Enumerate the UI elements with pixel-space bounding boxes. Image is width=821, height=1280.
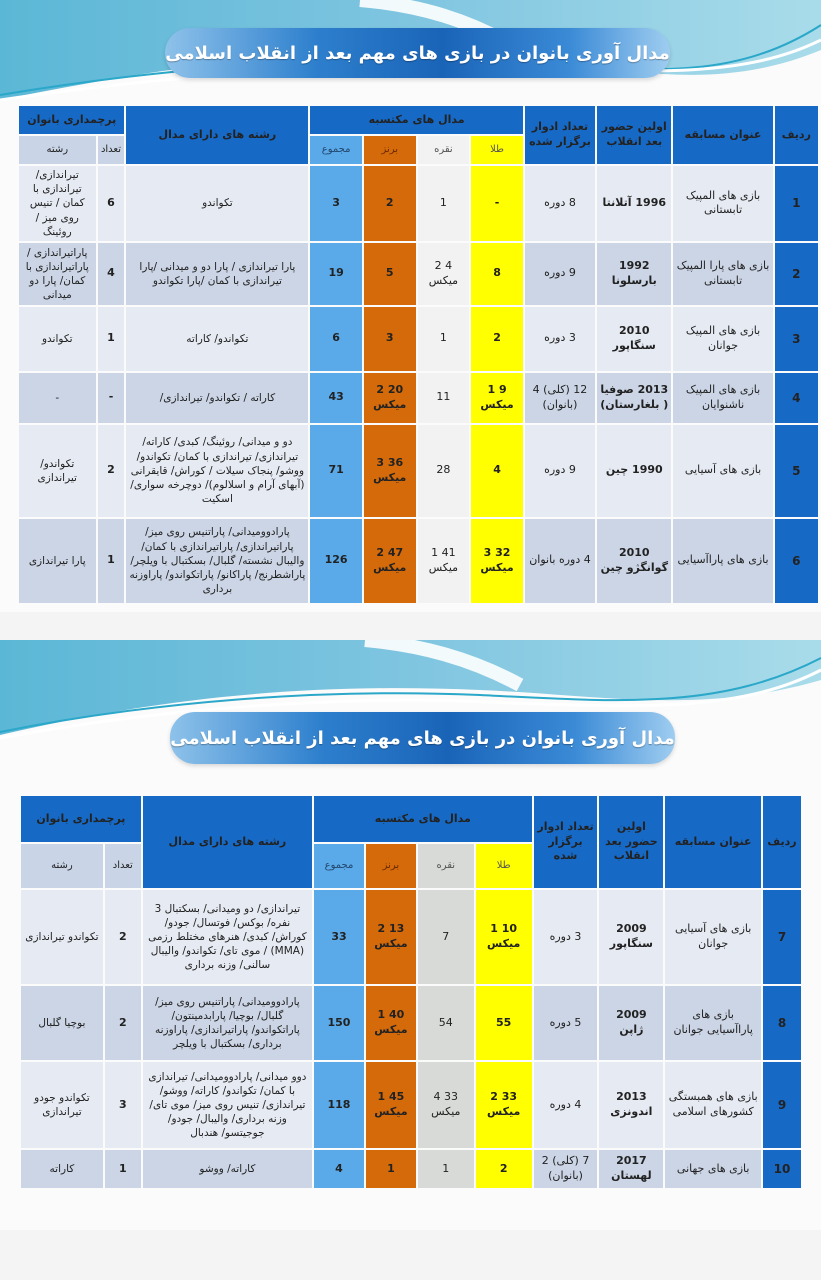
first-presence-cell: 1990 چین xyxy=(597,425,671,517)
flag-sport-cell: تکواندو xyxy=(19,307,96,371)
row-number: 1 xyxy=(775,166,818,241)
medal-fields-cell: تکواندو/ کاراته xyxy=(126,307,308,371)
bronze-cell: 47 2 میکس xyxy=(364,519,416,603)
header-competition: عنوان مسابقه xyxy=(673,106,772,164)
competition-cell: بازی های المپیک جوانان xyxy=(673,307,772,371)
table-row xyxy=(21,986,801,1060)
editions-cell: 4 دوره xyxy=(534,1062,598,1148)
silver-cell: 11 xyxy=(418,373,470,423)
gold-cell: 2 xyxy=(476,1150,532,1188)
gold-cell: 8 xyxy=(471,243,523,305)
medal-fields-cell: دو و میدانی/ روئینگ/ کبدی/ کاراته/ تیراندازی/ تیراندازی با کمان/ تکواندو/ ووشو/ پنجاک سیلات / کوراش/ قایقرانی (آبهای آرام و اسلالوم)/ دوچرخه سواری/ اسکیت xyxy=(126,425,308,517)
silver-cell: 1 xyxy=(418,1150,474,1188)
editions-cell: 9 دوره xyxy=(525,425,595,517)
row-number: 8 xyxy=(763,986,801,1060)
header-silver: نقره xyxy=(418,844,474,888)
header-silver: نقره xyxy=(418,136,470,164)
header-flag-bearer: پرچمداری بانوان xyxy=(19,106,124,134)
medals-table-2 xyxy=(19,794,803,1190)
total-cell: 6 xyxy=(310,307,362,371)
row-number: 2 xyxy=(775,243,818,305)
medal-fields-cell: پارادوومیدانی/ پاراتنیس روی میز/ پاراتیراندازی/ پاراتیراندازی با کمان/ والیبال نشسته/ گلبال/ بسکتبال با ویلچر/ پاراشطرنج/ پاراکانو/ پاراتکواندو/ پاراوزنه برداری xyxy=(126,519,308,603)
editions-cell: 7 (کلی) 2 (بانوان) xyxy=(534,1150,598,1188)
header-flag-sport: رشته xyxy=(21,844,103,888)
row-number: 3 xyxy=(775,307,818,371)
gold-cell: 9 1 میکس xyxy=(471,373,523,423)
flag-count-cell: 3 xyxy=(105,1062,141,1148)
header-medal-fields: رشته های دارای مدال xyxy=(143,796,312,888)
flag-sport-cell: تکواندو/ تیراندازی xyxy=(19,425,96,517)
header-total: مجموع xyxy=(314,844,364,888)
table-row xyxy=(21,1150,801,1188)
flag-count-cell: 2 xyxy=(105,890,141,984)
slide-1 xyxy=(0,0,821,612)
competition-cell: بازی های المپیک تابستانی xyxy=(673,166,772,241)
flag-count-cell: 1 xyxy=(98,307,125,371)
total-cell: 43 xyxy=(310,373,362,423)
table-row xyxy=(19,166,818,241)
competition-cell: بازی های المپیک ناشنوایان xyxy=(673,373,772,423)
total-cell: 126 xyxy=(310,519,362,603)
editions-cell: 3 دوره xyxy=(534,890,598,984)
editions-cell: 9 دوره xyxy=(525,243,595,305)
flag-sport-cell: تکواندو جودو تیراندازی xyxy=(21,1062,103,1148)
first-presence-cell: 2009 ژاپن xyxy=(599,986,663,1060)
editions-cell: 12 (کلی) 4 (بانوان) xyxy=(525,373,595,423)
editions-cell: 5 دوره xyxy=(534,986,598,1060)
competition-cell: بازی های آسیایی جوانان xyxy=(665,890,761,984)
header-total: مجموع xyxy=(310,136,362,164)
bronze-cell: 3 xyxy=(364,307,416,371)
medal-fields-cell: دوو میدانی/ پارادوومیدانی/ تیراندازی با کمان/ تکواندو/ کاراته/ ووشو/ تیراندازی/ تنیس روی میز/ موی تای/ وزنه برداری/ والیبال/ جودو/ جوجیتسو/ هندبال xyxy=(143,1062,312,1148)
flag-count-cell: 1 xyxy=(105,1150,141,1188)
total-cell: 19 xyxy=(310,243,362,305)
flag-sport-cell: پاراتیراندازی / پاراتیراندازی با کمان/ پارا دو میدانی xyxy=(19,243,96,305)
header-bronze: برنز xyxy=(364,136,416,164)
header-medals-won: مدال های مکتسبه xyxy=(314,796,532,842)
header-first-presence: اولین حضور بعد انقلاب xyxy=(597,106,671,164)
flag-sport-cell: کاراته xyxy=(21,1150,103,1188)
medals-table-1 xyxy=(17,104,820,605)
row-number: 10 xyxy=(763,1150,801,1188)
header-row-no: ردیف xyxy=(763,796,801,888)
silver-cell: 28 xyxy=(418,425,470,517)
row-number: 9 xyxy=(763,1062,801,1148)
medal-fields-cell: تیراندازی/ دو ومیدانی/ بسکتبال 3 نفره/ بوکس/ فوتسال/ جودو/ کوراش/ کبدی/ هنرهای مختلط رزمی (MMA) / موی تای/ تکواندو/ والیبال سالنی/ وزنه برداری xyxy=(143,890,312,984)
flag-sport-cell: - xyxy=(19,373,96,423)
gold-cell: 4 xyxy=(471,425,523,517)
gold-cell: 2 xyxy=(471,307,523,371)
table-row xyxy=(19,243,818,305)
flag-count-cell: - xyxy=(98,373,125,423)
row-number: 6 xyxy=(775,519,818,603)
first-presence-cell: 2017 لهستان xyxy=(599,1150,663,1188)
silver-cell: 1 xyxy=(418,307,470,371)
gold-cell: - xyxy=(471,166,523,241)
bronze-cell: 20 2 میکس xyxy=(364,373,416,423)
bronze-cell: 13 2 میکس xyxy=(366,890,416,984)
page-title: مدال آوری بانوان در بازی های مهم بعد از انقلاب اسلامی xyxy=(170,712,675,764)
competition-cell: بازی های پاراآسیایی xyxy=(673,519,772,603)
table-row xyxy=(19,373,818,423)
row-number: 5 xyxy=(775,425,818,517)
competition-cell: بازی های همبستگی کشورهای اسلامی xyxy=(665,1062,761,1148)
header-row-no: ردیف xyxy=(775,106,818,164)
gold-cell: 32 3 میکس xyxy=(471,519,523,603)
gold-cell: 10 1 میکس xyxy=(476,890,532,984)
flag-sport-cell: تکواندو تیراندازی xyxy=(21,890,103,984)
editions-cell: 4 دوره بانوان xyxy=(525,519,595,603)
header-flag-count: تعداد xyxy=(105,844,141,888)
gold-cell: 55 xyxy=(476,986,532,1060)
table-row xyxy=(21,890,801,984)
flag-count-cell: 1 xyxy=(98,519,125,603)
header-competition: عنوان مسابقه xyxy=(665,796,761,888)
total-cell: 118 xyxy=(314,1062,364,1148)
competition-cell: بازی های آسیایی xyxy=(673,425,772,517)
silver-cell: 7 xyxy=(418,890,474,984)
header-first-presence: اولین حضور بعد انقلاب xyxy=(599,796,663,888)
table-row xyxy=(19,307,818,371)
header-flag-sport: رشته xyxy=(19,136,96,164)
medal-fields-cell: تکواندو xyxy=(126,166,308,241)
silver-cell: 41 1 میکس xyxy=(418,519,470,603)
header-medal-fields: رشته های دارای مدال xyxy=(126,106,308,164)
gold-cell: 33 2 میکس xyxy=(476,1062,532,1148)
bronze-cell: 36 3 میکس xyxy=(364,425,416,517)
first-presence-cell: 2013 اندونزی xyxy=(599,1062,663,1148)
header-flag-bearer: پرچمداری بانوان xyxy=(21,796,141,842)
competition-cell: بازی های پاراآسیایی جوانان xyxy=(665,986,761,1060)
table-row xyxy=(19,425,818,517)
silver-cell: 54 xyxy=(418,986,474,1060)
total-cell: 33 xyxy=(314,890,364,984)
competition-cell: بازی های پارا المپیک تابستانی xyxy=(673,243,772,305)
editions-cell: 8 دوره xyxy=(525,166,595,241)
flag-count-cell: 6 xyxy=(98,166,125,241)
flag-count-cell: 2 xyxy=(105,986,141,1060)
medal-fields-cell: پارادوومیدانی/ پاراتنیس روی میز/ گلبال/ بوچیا/ پارابدمینتون/ پاراتکواندو/ پاراتیراندازی/ پاراوزنه برداری/ بسکتبال با ویلچر xyxy=(143,986,312,1060)
first-presence-cell: 2013 صوفیا ( بلغارستان) xyxy=(597,373,671,423)
header-gold: طلا xyxy=(476,844,532,888)
header-flag-count: تعداد xyxy=(98,136,125,164)
table-row xyxy=(21,1062,801,1148)
bronze-cell: 2 xyxy=(364,166,416,241)
first-presence-cell: 2010 سنگاپور xyxy=(597,307,671,371)
first-presence-cell: 1992 بارسلونا xyxy=(597,243,671,305)
header-editions: تعداد ادوار برگزار شده xyxy=(534,796,598,888)
total-cell: 150 xyxy=(314,986,364,1060)
first-presence-cell: 2009 سنگاپور xyxy=(599,890,663,984)
header-gold: طلا xyxy=(471,136,523,164)
medal-fields-cell: کاراته / تکواندو/ تیراندازی/ xyxy=(126,373,308,423)
bronze-cell: 1 xyxy=(366,1150,416,1188)
flag-sport-cell: تیراندازی/ تیراندازی با کمان / تنیس روی میز / روئینگ xyxy=(19,166,96,241)
medal-fields-cell: کاراته/ ووشو xyxy=(143,1150,312,1188)
flag-sport-cell: پارا تیراندازی xyxy=(19,519,96,603)
flag-sport-cell: بوچیا گلبال xyxy=(21,986,103,1060)
flag-count-cell: 2 xyxy=(98,425,125,517)
competition-cell: بازی های جهانی xyxy=(665,1150,761,1188)
silver-cell: 1 xyxy=(418,166,470,241)
slide-2 xyxy=(0,640,821,1230)
bronze-cell: 40 1 میکس xyxy=(366,986,416,1060)
total-cell: 71 xyxy=(310,425,362,517)
silver-cell: 33 4 میکس xyxy=(418,1062,474,1148)
page-title: مدال آوری بانوان در بازی های مهم بعد از انقلاب اسلامی xyxy=(165,28,670,78)
row-number: 7 xyxy=(763,890,801,984)
header-editions: تعداد ادوار برگزار شده xyxy=(525,106,595,164)
editions-cell: 3 دوره xyxy=(525,307,595,371)
total-cell: 4 xyxy=(314,1150,364,1188)
header-bronze: برنز xyxy=(366,844,416,888)
medal-fields-cell: پارا تیراندازی / پارا دو و میدانی /پارا تیراندازی با کمان /پارا تکواندو xyxy=(126,243,308,305)
flag-count-cell: 4 xyxy=(98,243,125,305)
bronze-cell: 45 1 میکس xyxy=(366,1062,416,1148)
first-presence-cell: 2010 گوانگژو چین xyxy=(597,519,671,603)
first-presence-cell: 1996 آتلانتا xyxy=(597,166,671,241)
silver-cell: 4 2 میکس xyxy=(418,243,470,305)
bronze-cell: 5 xyxy=(364,243,416,305)
total-cell: 3 xyxy=(310,166,362,241)
row-number: 4 xyxy=(775,373,818,423)
header-medals-won: مدال های مکتسبه xyxy=(310,106,523,134)
table-row xyxy=(19,519,818,603)
